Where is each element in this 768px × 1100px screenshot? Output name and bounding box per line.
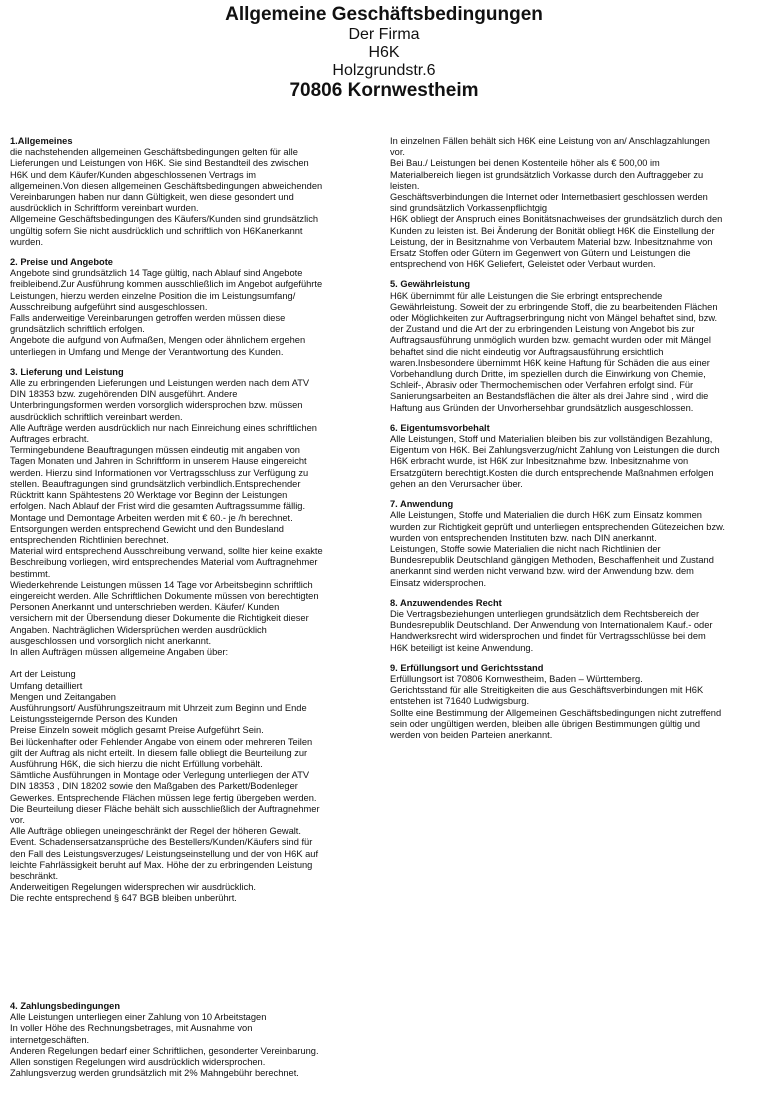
section-recht — [390, 598, 762, 654]
section-text: Angebote sind grundsätzlich 14 Tage gültig, nach Ablauf sind Angebote freibleibend.Zur Ausführung kommen ausschließlich im Angebot aufgeführte Leistungen, hierzu werden einzelne Position die im Leistungsumfang/ Ausschreibung aufgeführt sind ausgeschlossen. Falls anderweitige Vereinbarungen getroffen werden müssen diese grundsätzlich schriftlich erfolgen. Angebote die aufgund von Aufmaßen, Mengen oder ähnlichem ergehen unterliegen in Umfang und Menge der Verantwortung des Kunden. — [10, 268, 323, 357]
section-title: 1.Allgemeines — [10, 136, 73, 146]
section-title: 2. Preise und Angebote — [10, 257, 113, 268]
section-title: 4. Zahlungsbedingungen — [10, 1001, 121, 1011]
section-title: 3. Lieferung und Leistung — [10, 366, 124, 377]
section-title: 6. Eigentumsvorbehalt — [390, 422, 490, 433]
left-column — [10, 136, 370, 914]
section-lieferung — [10, 367, 370, 905]
terms-columns — [10, 136, 762, 914]
section-text: In einzelnen Fällen behält sich H6K eine Leistung von an/ Anschlagzahlungen vor. Bei Bau./ Leistungen bei denen Kostenteile höher als € 500,00 im Materialbereich liegen ist grundsätzlich Vorkasse durch den Auftraggeber zu leisten. Geschäftsverbindungen die Internet oder Internetbasiert geschlossen werden sind grundsätzlich Vorkassenpflichtgig H6K obliegt der Anspruch eines Bonitätsnachweises der grundsätzlich durch den Kunden zu leisten ist. Bei Änderung der Bonität obliegt H6K die Einstellung der Leistung, der in Besitznahme von Verbautem Material bzw. Inbesitznahme von Ersatz Stoffen oder Gütern im Gegenwert von Gütern und Leistungen die entsprechend von H6K Geliefert, Geleistet oder Verbaut wurden. — [390, 136, 723, 270]
section-title: 9. Erfüllungsort und Gerichtsstand — [390, 662, 544, 673]
section-text: Alle zu erbringenden Lieferungen und Leistungen werden nach dem ATV DIN 18353 bzw. zugehörenden DIN ausgeführt. Andere Unterbringungsformen werden vorsorglich widersprochen bzw. müssen ausdrücklich schriftlich vereinbart werden. Alle Aufträge werden ausdrücklich nur nach Einreichung eines schriftlichen Auftrages erbracht. Termingebundene Beauftragungen müssen eindeutig mit angaben von Tagen Monaten und Jahren in Schriftform in unserem Hause eingereicht werden. Hierzu sind Informationen vor Vertragsschluss zur Verfügung zu stellen. Beauftragungen sind grundsätzlich verbindlich.Entsprechender Rücktritt kann Spähtestens 20 Werktage vor Beginn der Leistungen erfolgen. Nach Ablauf der Frist wird die gesamten Auftragssumme fällig. Montage und Demontage Arbeiten werden mit € 60.- je /h berechnet. Entsorgungen werden entsprechend Gewicht und den Bundesland entsprechenden Richtlinien berechnet. Material wird entsprechend Ausschreibung verwand, sollte hier keine exakte Beschreibung vorliegen, wird entsprechendes Material vom Auftragnehmer bestimmt. Wiederkehrende Leistungen müssen 14 Tage vor Arbeitsbeginn schriftlich eingereicht werden. Alle Schriftlichen Dokumente müssen von berechtigten Personen Anerkannt und unterschrieben werden. Käufer/ Kunden versichern mit der Übersendung dieser Dokumente die Richtigkeit dieser Angaben. Nachträglichen Widersprüchen werden ausdrücklich ausgeschlossen und vorsorglich nicht anerkannt. In allen Aufträgen müssen allgemeine Angaben über: Art der Leistung Umfang detailliert Mengen und Zeitangaben Ausführungsort/ Ausführungszeitraum mit Uhrzeit zum Beginn und Ende Leistungssteigernde Person des Kunden Preise Einzeln soweit möglich gesamt Preise Aufgeführt Sein. Bei lückenhafter oder Fehlender Angabe von einem oder mehreren Teilen gilt der Auftrag als nicht erteilt. In diesem falle obliegt die Beurteilung zur Ausführung H6K, die sich hierzu die nicht Erfüllung vorbehält. Sämtliche Ausführungen in Montage oder Verlegung unterliegen der ATV DIN 18353 , DIN 18202 sowie den Maßgaben des Parkett/Bodenleger Gewerkes. Entsprechende Flächen müssen lege fertig übergeben werden. Die Beurteilung dieser Fläche behält sich ausschließlich der Auftragnehmer vor. Alle Aufträge obliegen uneingeschränkt der Regel der höheren Gewalt. Event. Schadensersatzansprüche des Bestellers/Kunden/Käufers sind für den Fall des Leistungsverzuges/ Leistungseinstellung und der von H6K auf leichte Fahrlässigkeit beruht auf Max. Höhe der zu erbringenden Leistung beschränkt. Anderweitigen Regelungen widersprechen wir ausdrücklich. Die rechte entsprechend § 647 BGB bleiben unberührt. — [10, 378, 323, 904]
section-title: 8. Anzuwendendes Recht — [390, 597, 502, 608]
section-text: Alle Leistungen, Stoff und Materialien bleiben bis zur vollständigen Bezahlung, Eigentum von H6K. Bei Zahlungsverzug/nicht Zahlung von Leistungen die durch H6K erbracht wurde, ist H6K zur Inbesitznahme bzw. Inbesitznahme von Ersatzgütern berechtigt.Kosten die durch entsprechende Maßnahmen erfolgen gehen an den Verursacher über. — [390, 434, 720, 489]
section-zahlung-continued — [390, 136, 762, 270]
section-text: H6K übernimmt für alle Leistungen die Sie erbringt entsprechende Gewährleistung. Soweit der zu erbringende Stoff, die zu bearbeitenden Flächen oder Möglichkeiten zur Auftragserbringung nicht von Mängel behaftet sind, bzw. der Zustand und die Art der zu erbringenden Leistung von Angebot bis zur Auftragsausführung unmöglich wurden bzw. gemacht wurden oder mit Mängel behaftet sind die nicht eindeutig vor Auftragsausführung ersichtlich waren.Insbesondere übernimmt H6K keine Haftung für Schäden die aus einer Vorbehandlung durch Dritte, im speziellen durch die Einwirkung von Chemie, Schleif-, Abrasiv oder Thermochemischen oder Verfahren erfolgt sind. Für Sanierungsarbeiten an Bestandsflächen die älter als drei Jahre sind , wird die Haftung aus Gründen der Unvorhersehbar grundsätzlich ausgeschlossen. — [390, 290, 718, 413]
section-title: 5. Gewährleistung — [390, 279, 471, 290]
section-text: Alle Leistungen, Stoffe und Materialien die durch H6K zum Einsatz kommen wurden zur Richtigkeit geprüft und unterliegen entsprechenden Gütezeichen bzw. wurden von entsprechenden Instituten bzw. nach DIN anerkannt. Leistungen, Stoffe sowie Materialien die nicht nach Richtlinien der Bundesrepublik Deutschland gängigen Methoden, Beschaffenheit und Zustand anerkannt sind werden nicht verwand bzw. wird der Anwendung bzw. dem Einsatz widersprochen. — [390, 510, 725, 588]
document-header — [0, 0, 768, 102]
section-allgemeines — [10, 136, 370, 248]
company-street: Holzgrundstr.6 — [332, 62, 436, 80]
section-text: Erfüllungsort ist 70806 Kornwestheim, Baden – Württemberg. Gerichtsstand für alle Streitigkeiten die aus Geschäftsverbindungen mit H6K entstehen ist 71640 Ludwigsburg. Sollte eine Bestimmung der Allgemeinen Geschäftsbedingungen nicht zutreffend sein oder ungültigen werden, bleiben alle übrigen Bestimmungen gültig und werden von beiden Parteien anerkannt. — [390, 673, 722, 740]
section-preise — [10, 257, 370, 358]
section-text: Die Vertragsbeziehungen unterliegen grundsätzlich dem Rechtsbereich der Bundesrepublik Deutschland. Der Anwendung von Internationalem Kauf.- oder Handwerksrecht wird widersprochen und findet für Vertragsschlüsse bei dem H6K beteiligt ist keine Anwendung. — [390, 608, 713, 653]
company-city: 70806 Kornwestheim — [289, 80, 479, 102]
section-zahlungsbedingungen — [10, 1001, 370, 1079]
section-anwendung — [390, 499, 762, 589]
section-title: 7. Anwendung — [390, 499, 454, 510]
section-text: Alle Leistungen unterliegen einer Zahlung von 10 Arbeitstagen In voller Höhe des Rechnungsbetrages, mit Ausnahme von internetgeschäften. Anderen Regelungen bedarf einer Schriftlichen, gesonderter Vereinbarung. Allen sonstigen Regelungen wird ausdrücklich widersprochen. Zahlungsverzug werden grundsätzlich mit 2% Mahngebühr berechnet. — [10, 1012, 319, 1079]
section-text: die nachstehenden allgemeinen Geschäftsbedingungen gelten für alle Lieferungen und Leistungen von H6K. Sie sind Bestandteil des zwischen H6K und dem Käufer/Kunden abgeschlossenen Vertrags im allgemeinen.Von diesen allgemeinen Geschäftsbedingungen abweichenden Vereinbarungen haben nur dann Gültigkeit, wen diese gesondert und ausdrücklich in Schriftform vereinbart wurden. Allgemeine Geschäftsbedingungen des Käufers/Kunden sind grundsätzlich ungültig sofern Sie nicht ausdrücklich und schriftlich von H6Kanerkannt wurden. — [10, 147, 323, 247]
section-erfuellungsort — [390, 663, 762, 741]
document-title: Allgemeine Geschäftsbedingungen — [225, 4, 543, 25]
company-name: H6K — [368, 43, 400, 61]
section-gewaehrleistung — [390, 279, 762, 413]
right-column — [390, 136, 762, 914]
section-eigentumsvorbehalt — [390, 423, 762, 490]
company-intro: Der Firma — [348, 25, 420, 43]
